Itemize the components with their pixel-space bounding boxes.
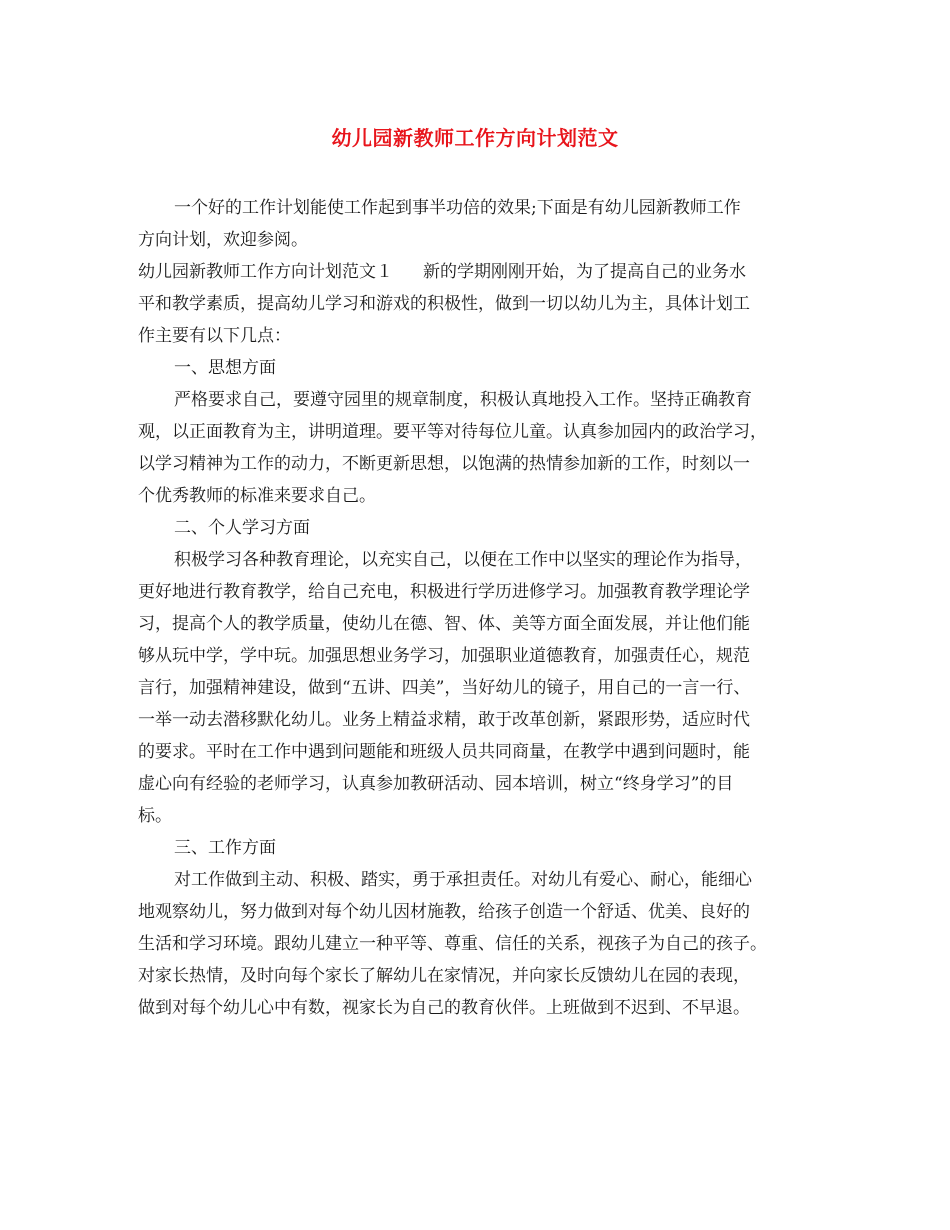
paragraph-line: 的要求。平时在工作中遇到问题能和班级人员共同商量，在教学中遇到问题时，能 (138, 742, 750, 762)
example-first-line: 新的学期刚刚开始，为了提高自己的业务水 (423, 262, 746, 282)
paragraph-line: 平和教学素质，提高幼儿学习和游戏的积极性，做到一切以幼儿为主，具体计划工 (138, 294, 750, 314)
document-body (138, 192, 818, 1024)
paragraph-line: 更好地进行教育教学，给自己充电，积极进行学历进修学习。加强教育教学理论学 (138, 582, 750, 602)
section-heading: 一、思想方面 (174, 358, 276, 378)
paragraph-line: 以学习精神为工作的动力，不断更新思想，以饱满的热情参加新的工作，时刻以一 (138, 454, 750, 474)
example-heading: 幼儿园新教师工作方向计划范文１ (138, 262, 393, 282)
paragraph-line: 积极学习各种教育理论，以充实自己，以便在工作中以坚实的理论作为指导， (174, 550, 752, 570)
paragraph-line: 观，以正面教育为主，讲明道理。要平等对待每位儿童。认真参加园内的政治学习， (138, 422, 767, 442)
paragraph-line: 一举一动去潜移默化幼儿。业务上精益求精，敢于改革创新，紧跟形势，适应时代 (138, 710, 750, 730)
paragraph-line: 习，提高个人的教学质量，使幼儿在德、智、体、美等方面全面发展，并让他们能 (138, 614, 750, 634)
paragraph-line: 作主要有以下几点： (138, 326, 291, 346)
paragraph-line: 对工作做到主动、积极、踏实，勇于承担责任。对幼儿有爱心、耐心，能细心 (174, 870, 752, 890)
example-heading-line (138, 256, 818, 288)
paragraph-line: 生活和学习环境。跟幼儿建立一种平等、尊重、信任的关系，视孩子为自己的孩子。 (138, 934, 767, 954)
paragraph-line: 标。 (138, 806, 172, 826)
paragraph-line: 虚心向有经验的老师学习，认真参加教研活动、园本培训，树立“终身学习”的目 (138, 774, 734, 794)
intro-line: 方向计划，欢迎参阅。 (138, 230, 308, 250)
paragraph-line: 做到对每个幼儿心中有数，视家长为自己的教育伙伴。上班做到不迟到、不早退。 (138, 998, 750, 1018)
section-heading: 二、个人学习方面 (174, 518, 310, 538)
paragraph-line: 地观察幼儿，努力做到对每个幼儿因材施教，给孩子创造一个舒适、优美、良好的 (138, 902, 750, 922)
paragraph-line: 言行，加强精神建设，做到“五讲、四美”，当好幼儿的镜子，用自己的一言一行、 (138, 678, 751, 698)
section-heading: 三、工作方面 (174, 838, 276, 858)
document-title: 幼儿园新教师工作方向计划范文 (331, 126, 619, 150)
paragraph-line: 个优秀教师的标准来要求自己。 (138, 486, 376, 506)
paragraph-line: 对家长热情，及时向每个家长了解幼儿在家情况，并向家长反馈幼儿在园的表现， (138, 966, 750, 986)
paragraph-line: 严格要求自己，要遵守园里的规章制度，积极认真地投入工作。坚持正确教育 (174, 390, 752, 410)
paragraph-line: 够从玩中学，学中玩。加强思想业务学习，加强职业道德教育，加强责任心，规范 (138, 646, 750, 666)
intro-line: 一个好的工作计划能使工作起到事半功倍的效果;下面是有幼儿园新教师工作 (174, 198, 741, 218)
